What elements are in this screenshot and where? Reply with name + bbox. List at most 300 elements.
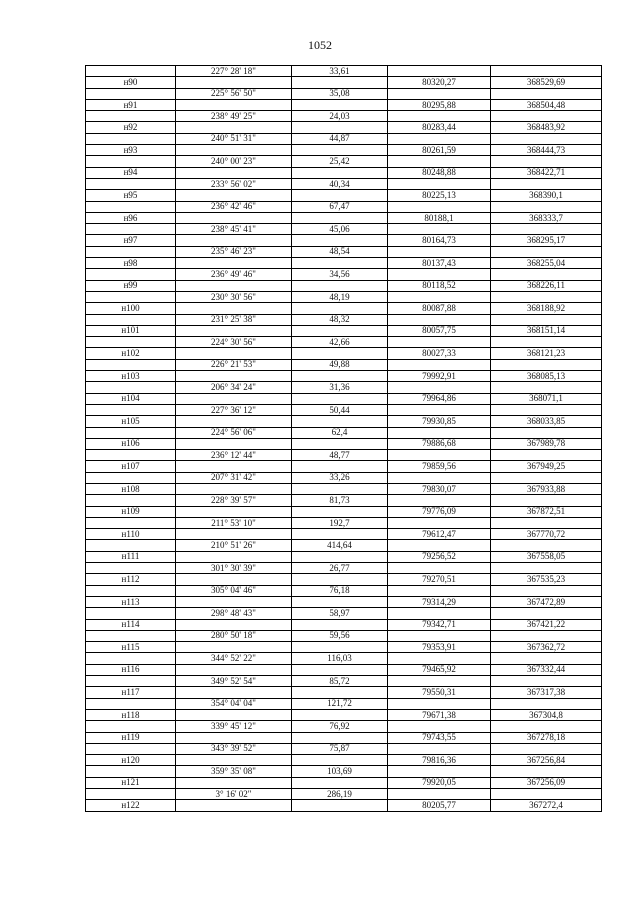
- x-cell-empty: [388, 766, 491, 777]
- distance-cell: 31,36: [292, 382, 388, 393]
- point-row: [86, 393, 602, 404]
- direction-angle-cell: 227° 28' 18": [176, 66, 292, 77]
- direction-angle-cell: 298° 48' 43": [176, 608, 292, 619]
- point-name-cell: н109: [86, 506, 176, 517]
- point-cell-empty: [86, 404, 176, 415]
- distance-cell: 75,87: [292, 743, 388, 754]
- y-coordinate-cell: 368188,92: [491, 303, 602, 314]
- angle-cell-empty: [176, 574, 292, 585]
- x-cell-empty: [388, 540, 491, 551]
- point-row: [86, 551, 602, 562]
- distance-cell: 34,56: [292, 269, 388, 280]
- segment-row: [86, 743, 602, 754]
- segment-row: [86, 224, 602, 235]
- distance-cell-empty: [292, 371, 388, 382]
- y-cell-empty: [491, 111, 602, 122]
- distance-cell: 50,44: [292, 404, 388, 415]
- point-name-cell: н93: [86, 145, 176, 156]
- angle-cell-empty: [176, 438, 292, 449]
- y-coordinate-cell: 367317,38: [491, 687, 602, 698]
- segment-row: [86, 495, 602, 506]
- point-name-cell: н91: [86, 99, 176, 110]
- y-cell-empty: [491, 789, 602, 800]
- point-row: [86, 800, 602, 811]
- point-row: [86, 574, 602, 585]
- point-name-cell: н99: [86, 280, 176, 291]
- point-cell-empty: [86, 472, 176, 483]
- angle-cell-empty: [176, 619, 292, 630]
- y-coordinate-cell: 368529,69: [491, 77, 602, 88]
- y-cell-empty: [491, 630, 602, 641]
- direction-angle-cell: 228° 39' 57": [176, 495, 292, 506]
- point-name-cell: н103: [86, 371, 176, 382]
- y-cell-empty: [491, 133, 602, 144]
- direction-angle-cell: 236° 42' 46": [176, 201, 292, 212]
- x-coordinate-cell: 80118,52: [388, 280, 491, 291]
- point-cell-empty: [86, 269, 176, 280]
- direction-angle-cell: 354° 04' 04": [176, 698, 292, 709]
- y-cell-empty: [491, 676, 602, 687]
- x-coordinate-cell: 79314,29: [388, 596, 491, 607]
- segment-row: [86, 517, 602, 528]
- angle-cell-empty: [176, 755, 292, 766]
- point-row: [86, 122, 602, 133]
- x-cell-empty: [388, 291, 491, 302]
- y-coordinate-cell: 367949,25: [491, 461, 602, 472]
- segment-row: [86, 766, 602, 777]
- point-name-cell: н102: [86, 348, 176, 359]
- x-coordinate-cell: 80188,1: [388, 212, 491, 223]
- point-name-cell: н112: [86, 574, 176, 585]
- x-cell-empty: [388, 517, 491, 528]
- x-coordinate-cell: 79270,51: [388, 574, 491, 585]
- distance-cell-empty: [292, 777, 388, 788]
- y-cell-empty: [491, 540, 602, 551]
- y-cell-empty: [491, 178, 602, 189]
- y-coordinate-cell: 368444,73: [491, 145, 602, 156]
- y-cell-empty: [491, 472, 602, 483]
- angle-cell-empty: [176, 393, 292, 404]
- angle-cell-empty: [176, 800, 292, 811]
- y-coordinate-cell: 367872,51: [491, 506, 602, 517]
- y-coordinate-cell: 367933,88: [491, 483, 602, 494]
- x-cell-empty: [388, 676, 491, 687]
- point-name-cell: н101: [86, 325, 176, 336]
- point-cell-empty: [86, 676, 176, 687]
- y-coordinate-cell: 367256,09: [491, 777, 602, 788]
- y-cell-empty: [491, 585, 602, 596]
- point-row: [86, 483, 602, 494]
- segment-row: [86, 630, 602, 641]
- y-coordinate-cell: 368483,92: [491, 122, 602, 133]
- point-row: [86, 235, 602, 246]
- point-cell-empty: [86, 608, 176, 619]
- angle-cell-empty: [176, 371, 292, 382]
- distance-cell-empty: [292, 732, 388, 743]
- point-row: [86, 77, 602, 88]
- point-row: [86, 687, 602, 698]
- distance-cell-empty: [292, 145, 388, 156]
- y-coordinate-cell: 368226,11: [491, 280, 602, 291]
- segment-row: [86, 178, 602, 189]
- point-row: [86, 416, 602, 427]
- x-cell-empty: [388, 88, 491, 99]
- direction-angle-cell: 343° 39' 52": [176, 743, 292, 754]
- distance-cell: 45,06: [292, 224, 388, 235]
- y-cell-empty: [491, 517, 602, 528]
- y-cell-empty: [491, 246, 602, 257]
- point-row: [86, 212, 602, 223]
- point-name-cell: н120: [86, 755, 176, 766]
- y-cell-empty: [491, 721, 602, 732]
- point-cell-empty: [86, 337, 176, 348]
- point-cell-empty: [86, 540, 176, 551]
- y-coordinate-cell: 368504,48: [491, 99, 602, 110]
- y-cell-empty: [491, 766, 602, 777]
- angle-cell-empty: [176, 416, 292, 427]
- direction-angle-cell: 359° 35' 08": [176, 766, 292, 777]
- angle-cell-empty: [176, 642, 292, 653]
- x-coordinate-cell: 79612,47: [388, 529, 491, 540]
- point-row: [86, 755, 602, 766]
- point-name-cell: н121: [86, 777, 176, 788]
- x-cell-empty: [388, 359, 491, 370]
- angle-cell-empty: [176, 99, 292, 110]
- y-cell-empty: [491, 291, 602, 302]
- y-cell-empty: [491, 450, 602, 461]
- y-cell-empty: [491, 224, 602, 235]
- direction-angle-cell: 238° 45' 41": [176, 224, 292, 235]
- distance-cell-empty: [292, 235, 388, 246]
- x-coordinate-cell: 80137,43: [388, 258, 491, 269]
- point-row: [86, 348, 602, 359]
- y-coordinate-cell: 368295,17: [491, 235, 602, 246]
- point-cell-empty: [86, 653, 176, 664]
- x-coordinate-cell: 80205,77: [388, 800, 491, 811]
- distance-cell: 103,69: [292, 766, 388, 777]
- distance-cell-empty: [292, 574, 388, 585]
- point-cell-empty: [86, 585, 176, 596]
- distance-cell-empty: [292, 77, 388, 88]
- y-coordinate-cell: 368085,13: [491, 371, 602, 382]
- distance-cell-empty: [292, 506, 388, 517]
- distance-cell: 59,56: [292, 630, 388, 641]
- point-cell-empty: [86, 66, 176, 77]
- x-coordinate-cell: 80320,27: [388, 77, 491, 88]
- point-cell-empty: [86, 427, 176, 438]
- distance-cell: 49,88: [292, 359, 388, 370]
- segment-row: [86, 721, 602, 732]
- x-cell-empty: [388, 721, 491, 732]
- point-cell-empty: [86, 133, 176, 144]
- point-name-cell: н110: [86, 529, 176, 540]
- y-coordinate-cell: 368151,14: [491, 325, 602, 336]
- y-cell-empty: [491, 427, 602, 438]
- point-name-cell: н117: [86, 687, 176, 698]
- segment-row: [86, 337, 602, 348]
- distance-cell: 58,97: [292, 608, 388, 619]
- segment-row: [86, 698, 602, 709]
- y-cell-empty: [491, 743, 602, 754]
- x-coordinate-cell: 80164,73: [388, 235, 491, 246]
- y-coordinate-cell: 367256,84: [491, 755, 602, 766]
- x-coordinate-cell: 79920,05: [388, 777, 491, 788]
- direction-angle-cell: 233° 56' 02": [176, 178, 292, 189]
- x-coordinate-cell: 79671,38: [388, 709, 491, 720]
- point-cell-empty: [86, 201, 176, 212]
- point-name-cell: н119: [86, 732, 176, 743]
- x-cell-empty: [388, 608, 491, 619]
- x-coordinate-cell: 79816,36: [388, 755, 491, 766]
- direction-angle-cell: 3° 16' 02": [176, 789, 292, 800]
- point-name-cell: н122: [86, 800, 176, 811]
- segment-row: [86, 404, 602, 415]
- x-coordinate-cell: 79342,71: [388, 619, 491, 630]
- point-row: [86, 732, 602, 743]
- segment-row: [86, 359, 602, 370]
- y-coordinate-cell: 368333,7: [491, 212, 602, 223]
- point-name-cell: н113: [86, 596, 176, 607]
- y-coordinate-cell: 367304,8: [491, 709, 602, 720]
- point-cell-empty: [86, 766, 176, 777]
- x-cell-empty: [388, 246, 491, 257]
- point-cell-empty: [86, 495, 176, 506]
- x-coordinate-cell: 79550,31: [388, 687, 491, 698]
- x-cell-empty: [388, 743, 491, 754]
- direction-angle-cell: 206° 34' 24": [176, 382, 292, 393]
- x-coordinate-cell: 80283,44: [388, 122, 491, 133]
- distance-cell: 33,26: [292, 472, 388, 483]
- distance-cell: 48,19: [292, 291, 388, 302]
- distance-cell: 48,54: [292, 246, 388, 257]
- x-coordinate-cell: 79256,52: [388, 551, 491, 562]
- y-cell-empty: [491, 314, 602, 325]
- distance-cell-empty: [292, 619, 388, 630]
- distance-cell: 62,4: [292, 427, 388, 438]
- point-cell-empty: [86, 291, 176, 302]
- angle-cell-empty: [176, 732, 292, 743]
- x-coordinate-cell: 80087,88: [388, 303, 491, 314]
- segment-row: [86, 156, 602, 167]
- direction-angle-cell: 280° 50' 18": [176, 630, 292, 641]
- direction-angle-cell: 344° 52' 22": [176, 653, 292, 664]
- x-cell-empty: [388, 404, 491, 415]
- y-coordinate-cell: 367272,4: [491, 800, 602, 811]
- y-coordinate-cell: 368255,04: [491, 258, 602, 269]
- y-cell-empty: [491, 495, 602, 506]
- distance-cell-empty: [292, 709, 388, 720]
- distance-cell: 26,77: [292, 563, 388, 574]
- angle-cell-empty: [176, 325, 292, 336]
- distance-cell: 25,42: [292, 156, 388, 167]
- segment-row: [86, 563, 602, 574]
- y-cell-empty: [491, 608, 602, 619]
- point-cell-empty: [86, 88, 176, 99]
- distance-cell: 42,66: [292, 337, 388, 348]
- distance-cell-empty: [292, 438, 388, 449]
- direction-angle-cell: 225° 56' 50": [176, 88, 292, 99]
- direction-angle-cell: 301° 30' 39": [176, 563, 292, 574]
- angle-cell-empty: [176, 122, 292, 133]
- point-cell-empty: [86, 224, 176, 235]
- segment-row: [86, 789, 602, 800]
- x-cell-empty: [388, 495, 491, 506]
- segment-row: [86, 472, 602, 483]
- angle-cell-empty: [176, 596, 292, 607]
- point-cell-empty: [86, 698, 176, 709]
- y-cell-empty: [491, 653, 602, 664]
- x-coordinate-cell: 79930,85: [388, 416, 491, 427]
- point-cell-empty: [86, 563, 176, 574]
- x-coordinate-cell: 80261,59: [388, 145, 491, 156]
- y-coordinate-cell: 367558,05: [491, 551, 602, 562]
- x-coordinate-cell: 80057,75: [388, 325, 491, 336]
- point-name-cell: н104: [86, 393, 176, 404]
- x-cell-empty: [388, 427, 491, 438]
- distance-cell-empty: [292, 551, 388, 562]
- x-coordinate-cell: 79886,68: [388, 438, 491, 449]
- x-cell-empty: [388, 269, 491, 280]
- distance-cell: 116,03: [292, 653, 388, 664]
- y-cell-empty: [491, 88, 602, 99]
- direction-angle-cell: 240° 00' 23": [176, 156, 292, 167]
- y-cell-empty: [491, 404, 602, 415]
- point-name-cell: н96: [86, 212, 176, 223]
- y-coordinate-cell: 367989,78: [491, 438, 602, 449]
- y-coordinate-cell: 367332,44: [491, 664, 602, 675]
- distance-cell: 192,7: [292, 517, 388, 528]
- segment-row: [86, 111, 602, 122]
- x-cell-empty: [388, 66, 491, 77]
- direction-angle-cell: 224° 30' 56": [176, 337, 292, 348]
- point-row: [86, 596, 602, 607]
- segment-row: [86, 88, 602, 99]
- point-name-cell: н115: [86, 642, 176, 653]
- x-cell-empty: [388, 314, 491, 325]
- distance-cell: 24,03: [292, 111, 388, 122]
- x-coordinate-cell: 80248,88: [388, 167, 491, 178]
- point-row: [86, 167, 602, 178]
- angle-cell-empty: [176, 77, 292, 88]
- point-row: [86, 664, 602, 675]
- distance-cell-empty: [292, 755, 388, 766]
- angle-cell-empty: [176, 709, 292, 720]
- point-cell-empty: [86, 359, 176, 370]
- y-cell-empty: [491, 382, 602, 393]
- angle-cell-empty: [176, 483, 292, 494]
- angle-cell-empty: [176, 551, 292, 562]
- direction-angle-cell: 349° 52' 54": [176, 676, 292, 687]
- point-cell-empty: [86, 111, 176, 122]
- x-cell-empty: [388, 382, 491, 393]
- angle-cell-empty: [176, 461, 292, 472]
- point-cell-empty: [86, 382, 176, 393]
- direction-angle-cell: 235° 46' 23": [176, 246, 292, 257]
- distance-cell: 48,32: [292, 314, 388, 325]
- point-row: [86, 145, 602, 156]
- segment-row: [86, 653, 602, 664]
- x-coordinate-cell: 79743,55: [388, 732, 491, 743]
- direction-angle-cell: 230° 30' 56": [176, 291, 292, 302]
- segment-row: [86, 585, 602, 596]
- point-cell-empty: [86, 630, 176, 641]
- point-name-cell: н108: [86, 483, 176, 494]
- distance-cell-empty: [292, 325, 388, 336]
- distance-cell-empty: [292, 167, 388, 178]
- distance-cell: 44,87: [292, 133, 388, 144]
- x-coordinate-cell: 79964,86: [388, 393, 491, 404]
- segment-row: [86, 246, 602, 257]
- point-cell-empty: [86, 789, 176, 800]
- y-cell-empty: [491, 269, 602, 280]
- angle-cell-empty: [176, 190, 292, 201]
- point-cell-empty: [86, 314, 176, 325]
- x-cell-empty: [388, 585, 491, 596]
- x-cell-empty: [388, 133, 491, 144]
- y-cell-empty: [491, 563, 602, 574]
- angle-cell-empty: [176, 235, 292, 246]
- direction-angle-cell: 231° 25' 38": [176, 314, 292, 325]
- point-name-cell: н106: [86, 438, 176, 449]
- x-cell-empty: [388, 653, 491, 664]
- distance-cell: 85,72: [292, 676, 388, 687]
- point-name-cell: н97: [86, 235, 176, 246]
- point-cell-empty: [86, 721, 176, 732]
- y-coordinate-cell: 368071,1: [491, 393, 602, 404]
- point-name-cell: н100: [86, 303, 176, 314]
- y-coordinate-cell: 367362,72: [491, 642, 602, 653]
- distance-cell-empty: [292, 461, 388, 472]
- angle-cell-empty: [176, 348, 292, 359]
- x-cell-empty: [388, 450, 491, 461]
- distance-cell-empty: [292, 664, 388, 675]
- direction-angle-cell: 207° 31' 42": [176, 472, 292, 483]
- point-cell-empty: [86, 450, 176, 461]
- angle-cell-empty: [176, 506, 292, 517]
- y-coordinate-cell: 367535,23: [491, 574, 602, 585]
- angle-cell-empty: [176, 777, 292, 788]
- point-cell-empty: [86, 517, 176, 528]
- point-name-cell: н111: [86, 551, 176, 562]
- distance-cell-empty: [292, 800, 388, 811]
- x-cell-empty: [388, 156, 491, 167]
- point-row: [86, 529, 602, 540]
- distance-cell-empty: [292, 99, 388, 110]
- segment-row: [86, 291, 602, 302]
- x-cell-empty: [388, 472, 491, 483]
- segment-row: [86, 269, 602, 280]
- y-cell-empty: [491, 156, 602, 167]
- distance-cell: 76,92: [292, 721, 388, 732]
- angle-cell-empty: [176, 167, 292, 178]
- point-name-cell: н95: [86, 190, 176, 201]
- angle-cell-empty: [176, 280, 292, 291]
- point-row: [86, 777, 602, 788]
- x-coordinate-cell: 79859,56: [388, 461, 491, 472]
- distance-cell-empty: [292, 280, 388, 291]
- point-name-cell: н92: [86, 122, 176, 133]
- point-row: [86, 642, 602, 653]
- point-name-cell: н105: [86, 416, 176, 427]
- direction-angle-cell: 211° 53' 10": [176, 517, 292, 528]
- point-row: [86, 506, 602, 517]
- x-coordinate-cell: 80027,33: [388, 348, 491, 359]
- x-coordinate-cell: 79353,91: [388, 642, 491, 653]
- distance-cell-empty: [292, 190, 388, 201]
- distance-cell: 33,61: [292, 66, 388, 77]
- angle-cell-empty: [176, 687, 292, 698]
- x-cell-empty: [388, 224, 491, 235]
